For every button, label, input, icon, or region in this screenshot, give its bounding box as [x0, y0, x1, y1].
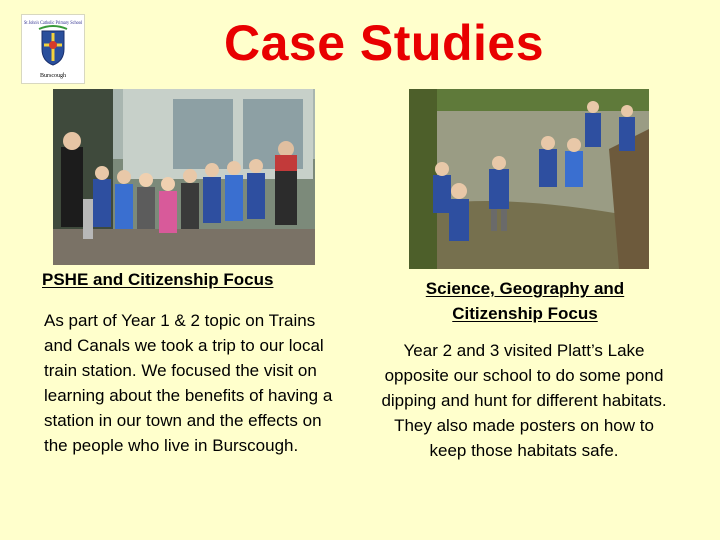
- pond-dipping-photo: [409, 89, 649, 269]
- left-heading: PSHE and Citizenship Focus: [42, 270, 274, 289]
- right-heading: Science, Geography and Citizenship Focus: [425, 279, 625, 323]
- logo-arc-text: St John's Catholic Primary School: [24, 21, 83, 26]
- logo-bottom-text: Burscough: [40, 73, 66, 79]
- left-body-text: As part of Year 1 & 2 topic on Trains and Canals we took a trip to our local train station. We focused the visit on learning about the benefits of having a station in our town and the effects on the people who live in Burscough.: [44, 311, 333, 455]
- right-body-text: Year 2 and 3 visited Platt’s Lake opposite our school to do some pond dipping and hunt for different habitats. They also made posters on how to keep those habitats safe.: [381, 341, 667, 460]
- train-station-class-photo: [53, 89, 315, 265]
- page-title: Case Studies: [223, 15, 544, 71]
